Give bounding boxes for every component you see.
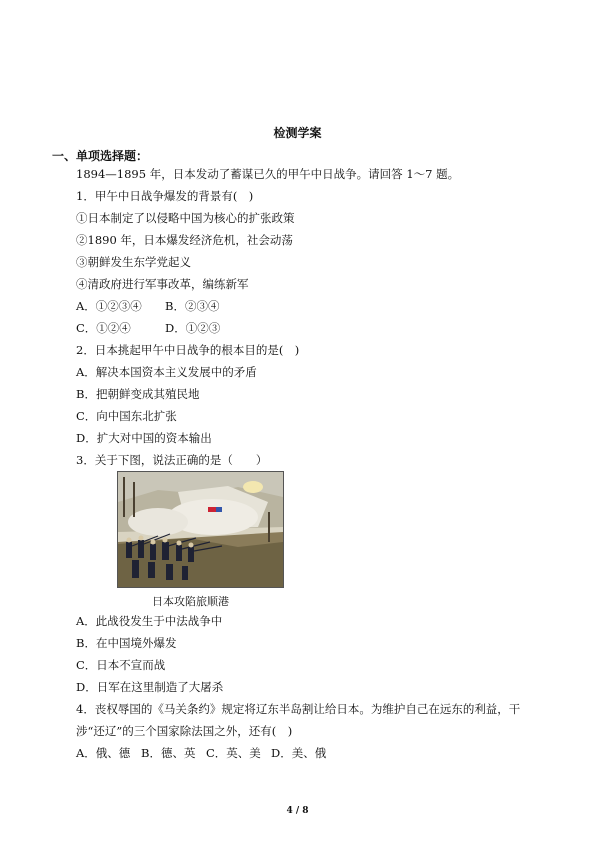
question-4-stem: 4．丧权辱国的《马关条约》规定将辽东半岛割让给日本。为维护自己在远东的利益，干	[76, 702, 521, 716]
question-1-item: ③朝鲜发生东学党起义	[76, 255, 191, 269]
question-2-stem: 2．日本挑起甲午中日战争的根本目的是( )	[76, 343, 300, 357]
question-1-item: ②1890 年，日本爆发经济危机，社会动荡	[76, 233, 293, 247]
question-2-option-d: D．扩大对中国的资本输出	[76, 431, 212, 445]
question-3-option-b: B．在中国境外爆发	[76, 636, 177, 650]
question-2-option-c: C．向中国东北扩张	[76, 409, 177, 423]
question-3-option-a: A．此战役发生于中法战争中	[76, 614, 223, 628]
question-2-option-b: B．把朝鲜变成其殖民地	[76, 387, 200, 401]
question-1-option-c: C．①②④	[76, 321, 131, 335]
question-4-option-b: B．德、英	[141, 746, 196, 760]
battle-painting-image	[117, 471, 284, 588]
question-4-option-c: C．英、美	[206, 746, 261, 760]
question-2-option-a: A．解决本国资本主义发展中的矛盾	[76, 365, 257, 379]
question-4-option-d: D．美、俄	[271, 746, 327, 760]
question-1-item: ④清政府进行军事改革，编练新军	[76, 277, 249, 291]
question-3-option-d: D．日军在这里制造了大屠杀	[76, 680, 224, 694]
question-3-option-c: C．日本不宣而战	[76, 658, 166, 672]
question-1-item: ①日本制定了以侵略中国为核心的扩张政策	[76, 211, 295, 225]
question-1-stem: 1．甲午中日战争爆发的背景有( )	[76, 189, 254, 203]
question-1-option-a: A．①②③④	[76, 299, 142, 313]
image-caption: 日本攻陷旅顺港	[152, 595, 229, 608]
question-4-stem-continued: 涉“还辽”的三个国家除法国之外，还有( )	[76, 724, 293, 738]
question-4-option-a: A．俄、德	[76, 746, 131, 760]
question-3-stem: 3．关于下图，说法正确的是（ ）	[76, 453, 268, 467]
section-heading: 一、单项选择题：	[52, 149, 149, 163]
question-1-option-d: D．①②③	[165, 321, 221, 335]
page-number: 4 / 8	[286, 806, 309, 816]
question-1-option-b: B．②③④	[165, 299, 220, 313]
page-title: 检测学案	[273, 126, 322, 140]
intro-text: 1894—1895 年，日本发动了蓄谋已久的甲午中日战争。请回答 1～7 题。	[76, 167, 460, 181]
